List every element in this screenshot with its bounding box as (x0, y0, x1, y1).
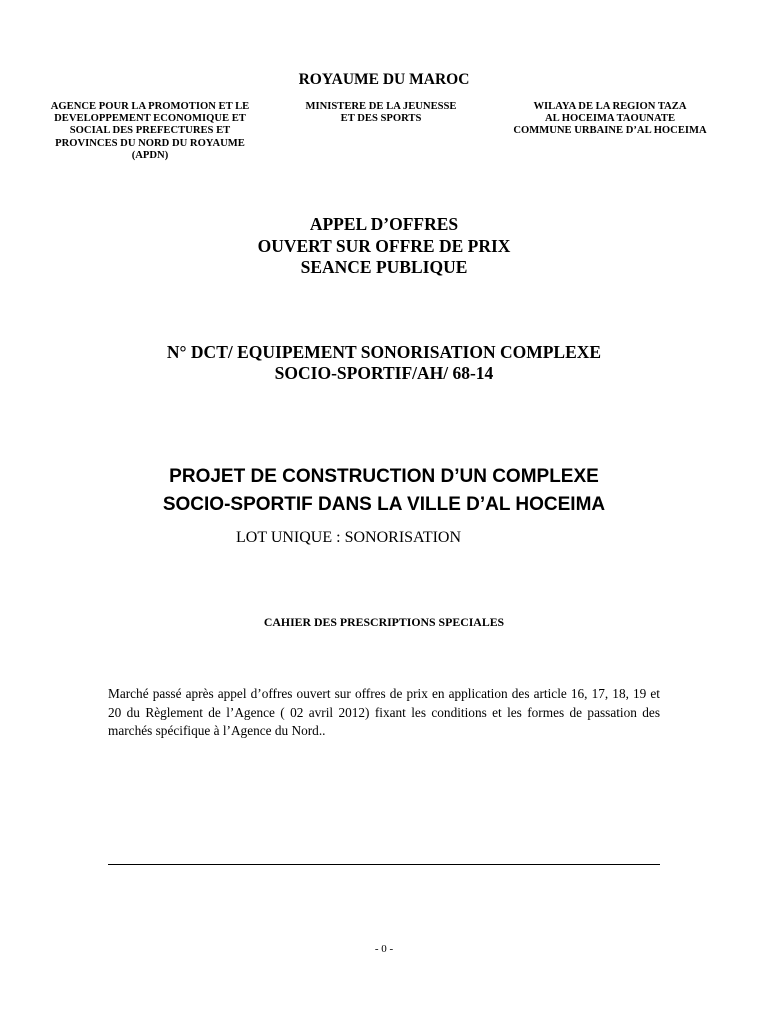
project-title (0, 463, 768, 519)
horizontal-rule (108, 864, 660, 865)
agency-line: DEVELOPPEMENT ECONOMIQUE ET (54, 113, 246, 125)
project-line: PROJET DE CONSTRUCTION D’UN COMPLEXE (169, 466, 599, 487)
ministry-block (290, 101, 472, 125)
ministry-line: ET DES SPORTS (340, 113, 422, 125)
reference-line: N° DCT/ EQUIPEMENT SONORISATION COMPLEXE (166, 342, 602, 362)
wilaya-line: AL HOCEIMA TAOUNATE (544, 113, 676, 125)
call-line: SEANCE PUBLIQUE (300, 257, 468, 277)
reference-line: SOCIO-SPORTIF/AH/ 68-14 (274, 363, 494, 383)
agency-apdn-block (34, 101, 266, 162)
agency-line: (APDN) (131, 149, 169, 161)
project-line: SOCIO-SPORTIF DANS LA VILLE D’AL HOCEIMA (162, 494, 606, 515)
document-type-heading: CAHIER DES PRESCRIPTIONS SPECIALES (263, 615, 505, 629)
intro-paragraph: Marché passé après appel d’offres ouvert sur offres de prix en application des article 16, 17, 18, 19 et 20 du Règlement de l’Agence ( 02 avril 2012) fixant les conditions et les formes de passation des marchés spécifique à l’Agence du Nord.. (108, 686, 660, 739)
agency-line: PROVINCES DU NORD DU ROYAUME (55, 137, 245, 149)
agency-line: AGENCE POUR LA PROMOTION ET LE (50, 101, 250, 112)
agency-line: SOCIAL DES PREFECTURES ET (69, 125, 231, 137)
wilaya-line: WILAYA DE LA REGION TAZA (533, 101, 687, 112)
call-for-tenders-title (0, 214, 768, 279)
call-line: OUVERT SUR OFFRE DE PRIX (257, 235, 511, 256)
wilaya-line: COMMUNE URBAINE D’AL HOCEIMA (513, 125, 707, 137)
wilaya-block (492, 101, 728, 138)
lot-label: LOT UNIQUE : SONORISATION (236, 529, 462, 546)
call-line: APPEL D’OFFRES (309, 214, 459, 234)
country-heading: ROYAUME DU MAROC (298, 71, 470, 88)
page-number: - 0 - (374, 943, 394, 955)
tender-reference (0, 342, 768, 384)
ministry-line: MINISTERE DE LA JEUNESSE (305, 101, 457, 112)
